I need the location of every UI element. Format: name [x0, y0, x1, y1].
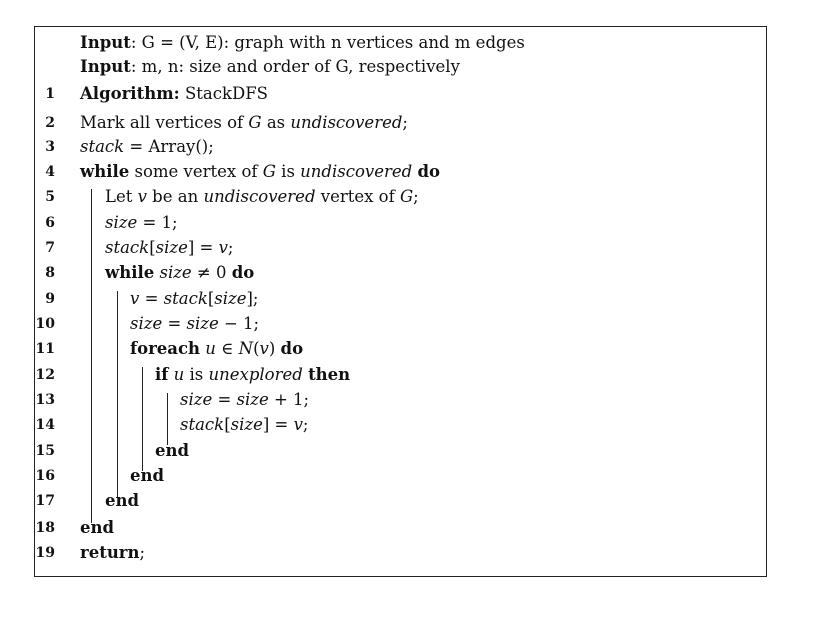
line-content: [130, 312, 259, 336]
code-token: unexplored: [208, 365, 303, 384]
code-token: do: [280, 339, 304, 358]
line-content: [80, 160, 440, 184]
line-content: [80, 82, 268, 106]
code-token: is: [275, 162, 301, 181]
line-number: 11: [35, 341, 55, 357]
code-token: do: [231, 263, 255, 282]
code-token: = Array();: [124, 137, 214, 156]
code-token: size: [159, 263, 192, 282]
code-token: stack: [163, 289, 208, 308]
code-token: v: [293, 415, 303, 434]
code-token: [: [207, 289, 215, 308]
code-token: u: [205, 339, 216, 358]
code-token: vertex of: [315, 187, 400, 206]
code-token: ;: [402, 113, 408, 132]
code-token: end: [155, 441, 190, 460]
code-token: size: [130, 314, 163, 333]
code-token: some vertex of: [129, 162, 263, 181]
code-token: v: [218, 238, 228, 257]
code-token: is: [184, 365, 209, 384]
code-token: =: [212, 390, 237, 409]
code-token: Mark all vertices of: [80, 113, 249, 132]
code-token: ;: [227, 238, 234, 257]
code-token: G: [399, 187, 414, 206]
code-token: ∈: [215, 339, 239, 358]
input-text: : m, n: size and order of G, respectively: [130, 57, 460, 76]
code-token: N: [238, 339, 254, 358]
code-token: ] =: [262, 415, 294, 434]
code-token: = 1;: [137, 213, 178, 232]
input-text: : G = (V, E): graph with n vertices and m edges: [130, 33, 525, 52]
code-token: v: [259, 339, 269, 358]
code-token: stack: [80, 137, 125, 156]
line-content: [130, 337, 303, 361]
code-token: u: [173, 365, 185, 384]
block-indent-bar: [142, 367, 143, 471]
line-content: [80, 111, 408, 135]
input-label: Input: [80, 33, 131, 52]
code-token: ): [268, 339, 281, 358]
line-content: [105, 489, 139, 513]
code-token: undiscovered: [290, 113, 403, 132]
code-token: size: [105, 213, 138, 232]
line-content: [180, 388, 309, 412]
line-content: [130, 464, 164, 488]
code-token: if: [155, 365, 169, 384]
code-token: Algorithm:: [80, 84, 180, 103]
line-content: [130, 287, 258, 311]
line-content: [80, 541, 145, 565]
code-token: end: [80, 518, 115, 537]
code-token: + 1;: [268, 390, 310, 409]
line-number: 3: [45, 139, 55, 155]
code-token: end: [105, 491, 140, 510]
line-number: 5: [45, 189, 55, 205]
code-token: size: [236, 390, 269, 409]
code-token: (: [253, 339, 260, 358]
code-token: size: [214, 289, 247, 308]
code-token: as: [261, 113, 291, 132]
code-token: [: [224, 415, 231, 434]
code-token: ≠ 0: [191, 263, 232, 282]
code-token: size: [155, 238, 188, 257]
line-number: 10: [35, 316, 55, 332]
algorithm-box: [34, 26, 767, 577]
line-number: 13: [35, 392, 55, 408]
line-content: [105, 236, 233, 260]
line-number: 9: [45, 291, 55, 307]
code-token: while: [80, 162, 130, 181]
block-indent-bar: [91, 189, 92, 523]
code-token: − 1;: [218, 314, 260, 333]
code-token: ;: [413, 187, 419, 206]
line-number: 1: [45, 86, 55, 102]
code-token: size: [186, 314, 219, 333]
code-token: size: [180, 390, 213, 409]
line-number: 18: [35, 520, 55, 536]
code-token: ;: [302, 415, 309, 434]
code-token: StackDFS: [179, 84, 268, 103]
code-token: undiscovered: [300, 162, 413, 181]
code-token: foreach: [130, 339, 201, 358]
line-content: [105, 261, 254, 285]
code-token: stack: [105, 238, 150, 257]
block-indent-bar: [167, 393, 168, 445]
code-token: ] =: [187, 238, 219, 257]
code-token: return: [80, 543, 140, 562]
code-token: G: [248, 113, 262, 132]
code-token: then: [308, 365, 351, 384]
code-token: Let: [105, 187, 138, 206]
input-label: Input: [80, 57, 131, 76]
line-number: 4: [45, 164, 55, 180]
line-content: [155, 439, 189, 463]
line-number: 6: [45, 215, 55, 231]
code-token: v: [130, 289, 140, 308]
code-token: undiscovered: [203, 187, 316, 206]
line-content: [80, 516, 114, 540]
line-content: [105, 185, 419, 209]
code-token: [: [149, 238, 156, 257]
code-token: stack: [180, 415, 225, 434]
code-token: be an: [146, 187, 204, 206]
line-content: [80, 135, 214, 159]
code-token: G: [262, 162, 276, 181]
line-number: 7: [45, 240, 55, 256]
line-number: 16: [35, 468, 55, 484]
line-content: [105, 211, 178, 235]
line-number: 15: [35, 443, 55, 459]
line-content: [155, 363, 350, 387]
code-token: ];: [246, 289, 259, 308]
line-number: 8: [45, 265, 55, 281]
code-token: v: [137, 187, 147, 206]
block-indent-bar: [117, 291, 118, 497]
code-token: end: [130, 466, 165, 485]
line-number: 12: [35, 367, 55, 383]
line-number: 14: [35, 417, 55, 433]
line-number: 2: [45, 115, 55, 131]
line-number: 17: [35, 493, 55, 509]
code-token: =: [139, 289, 164, 308]
code-token: while: [105, 263, 155, 282]
code-token: ;: [139, 543, 146, 562]
code-token: do: [417, 162, 441, 181]
line-content: [180, 413, 308, 437]
code-token: =: [162, 314, 187, 333]
code-token: size: [230, 415, 263, 434]
line-number: 19: [35, 545, 55, 561]
